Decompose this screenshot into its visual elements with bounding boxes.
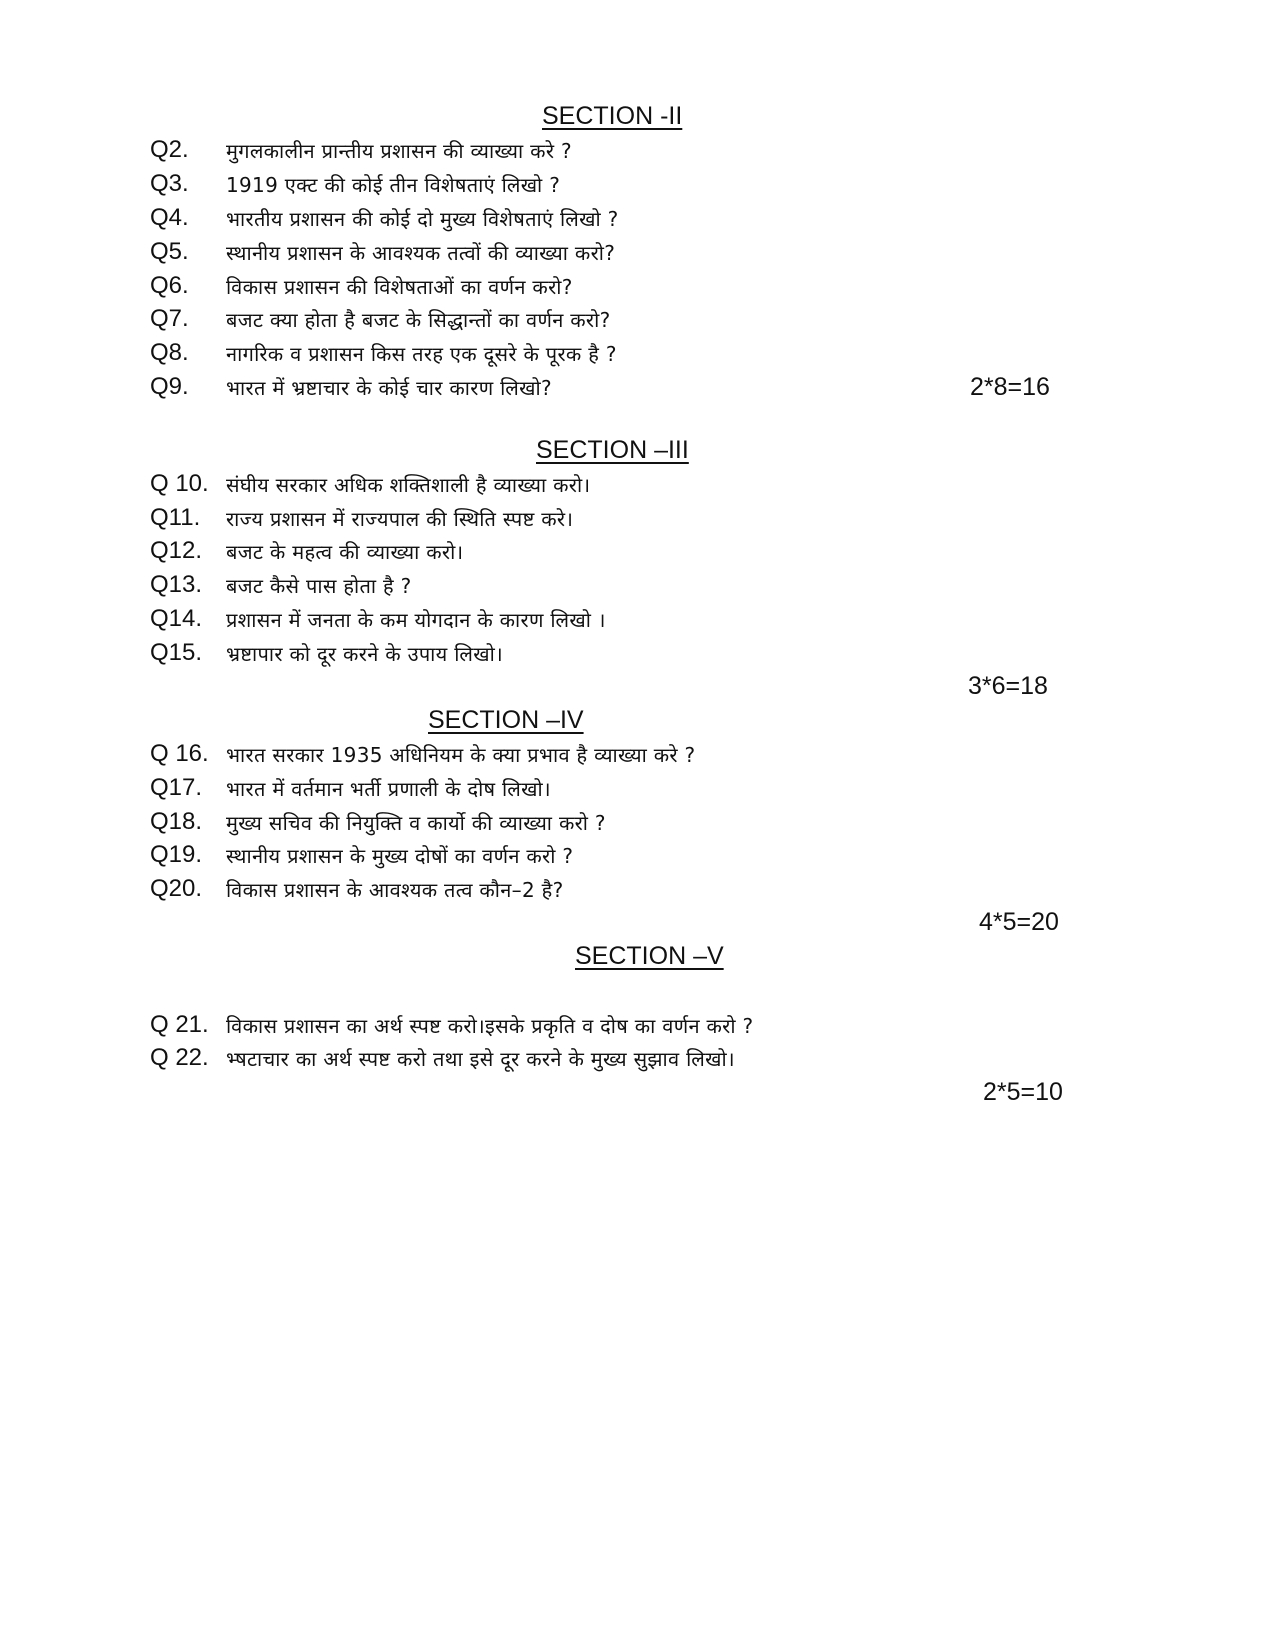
question-number: Q8. [150, 339, 189, 366]
question-text: विकास प्रशासन की विशेषताओं का वर्णन करो? [226, 274, 573, 299]
question-q9 [150, 370, 552, 404]
section-iv-heading: SECTION –IV [428, 706, 584, 734]
question-text: भारत सरकार 1935 अधिनियम के क्या प्रभाव है व्याख्या करे ? [226, 742, 696, 767]
section-iv-marks: 4*5=20 [979, 908, 1059, 936]
question-q13 [150, 568, 411, 602]
question-text: मुगलकालीन प्रान्तीय प्रशासन की व्याख्या करे ? [226, 138, 572, 163]
question-number: Q18. [150, 808, 203, 835]
section-v-heading: SECTION –V [575, 942, 724, 970]
question-q20 [150, 872, 563, 906]
question-number: Q20. [150, 875, 203, 902]
question-q21 [150, 1008, 753, 1042]
question-number: Q15. [150, 639, 203, 666]
question-q15 [150, 636, 503, 670]
question-text: भारत में वर्तमान भर्ती प्रणाली के दोष लिखो। [226, 776, 551, 801]
question-q2 [150, 133, 572, 167]
question-text: बजट के महत्व की व्याख्या करो। [226, 539, 464, 564]
section-iii-heading: SECTION –III [536, 436, 689, 464]
question-q5 [150, 235, 615, 269]
question-text: 1919 एक्ट की कोई तीन विशेषताएं लिखो ? [226, 172, 561, 197]
question-text: विकास प्रशासन के आवश्यक तत्व कौन–2 है? [226, 877, 564, 902]
question-text: मुख्य सचिव की नियुक्ति व कार्यो की व्याख्या करो ? [226, 810, 606, 835]
question-text: भ्रष्टापार को दूर करने के उपाय लिखो। [226, 641, 503, 666]
question-q10 [150, 467, 590, 501]
question-q22 [150, 1041, 735, 1075]
question-text: विकास प्रशासन का अर्थ स्पष्ट करो।इसके प्रकृति व दोष का वर्णन करो ? [226, 1013, 754, 1038]
question-text: संघीय सरकार अधिक शक्तिशाली है व्याख्या करो। [226, 472, 591, 497]
question-q16 [150, 737, 695, 771]
question-number: Q6. [150, 272, 189, 299]
question-text: राज्य प्रशासन में राज्यपाल की स्थिति स्पष्ट करे। [226, 506, 574, 531]
question-q12 [150, 534, 463, 568]
question-text: भारतीय प्रशासन की कोई दो मुख्य विशेषताएं लिखो ? [226, 206, 619, 231]
question-number: Q12. [150, 537, 203, 564]
question-number: Q4. [150, 204, 189, 231]
question-q6 [150, 269, 573, 303]
question-q18 [150, 805, 606, 839]
question-number: Q 16. [150, 740, 209, 767]
section-ii-marks: 2*8=16 [970, 373, 1050, 401]
question-text: बजट क्या होता है बजट के सिद्धान्तों का वर्णन करो? [226, 307, 611, 332]
question-number: Q 10. [150, 470, 209, 497]
question-q3 [150, 167, 560, 201]
question-q11 [150, 501, 573, 535]
question-number: Q9. [150, 373, 189, 400]
question-text: भारत में भ्रष्टाचार के कोई चार कारण लिखो? [226, 375, 552, 400]
question-number: Q14. [150, 605, 203, 632]
question-number: Q11. [150, 504, 201, 531]
section-ii-heading: SECTION -II [542, 102, 683, 130]
question-number: Q17. [150, 774, 203, 801]
question-number: Q5. [150, 238, 189, 265]
question-q4 [150, 201, 619, 235]
question-text: भ्षटाचार का अर्थ स्पष्ट करो तथा इसे दूर करने के मुख्य सुझाव लिखो। [226, 1046, 735, 1071]
question-q8 [150, 336, 617, 370]
question-number: Q 21. [150, 1011, 209, 1038]
question-q17 [150, 771, 551, 805]
question-number: Q19. [150, 841, 203, 868]
question-q7 [150, 302, 611, 336]
question-number: Q7. [150, 305, 189, 332]
question-number: Q 22. [150, 1044, 209, 1071]
question-number: Q2. [150, 136, 189, 163]
question-text: स्थानीय प्रशासन के मुख्य दोषों का वर्णन करो ? [226, 843, 574, 868]
section-iii-marks: 3*6=18 [968, 672, 1048, 700]
section-v-marks: 2*5=10 [983, 1078, 1063, 1106]
question-text: बजट कैसे पास होता है ? [226, 573, 412, 598]
question-number: Q3. [150, 170, 189, 197]
question-text: स्थानीय प्रशासन के आवश्यक तत्वों की व्याख्या करो? [226, 240, 616, 265]
question-q19 [150, 838, 573, 872]
question-number: Q13. [150, 571, 203, 598]
question-q14 [150, 602, 606, 636]
question-text: प्रशासन में जनता के कम योगदान के कारण लिखो । [226, 607, 606, 632]
question-text: नागरिक व प्रशासन किस तरह एक दूसरे के पूरक है ? [226, 341, 617, 366]
